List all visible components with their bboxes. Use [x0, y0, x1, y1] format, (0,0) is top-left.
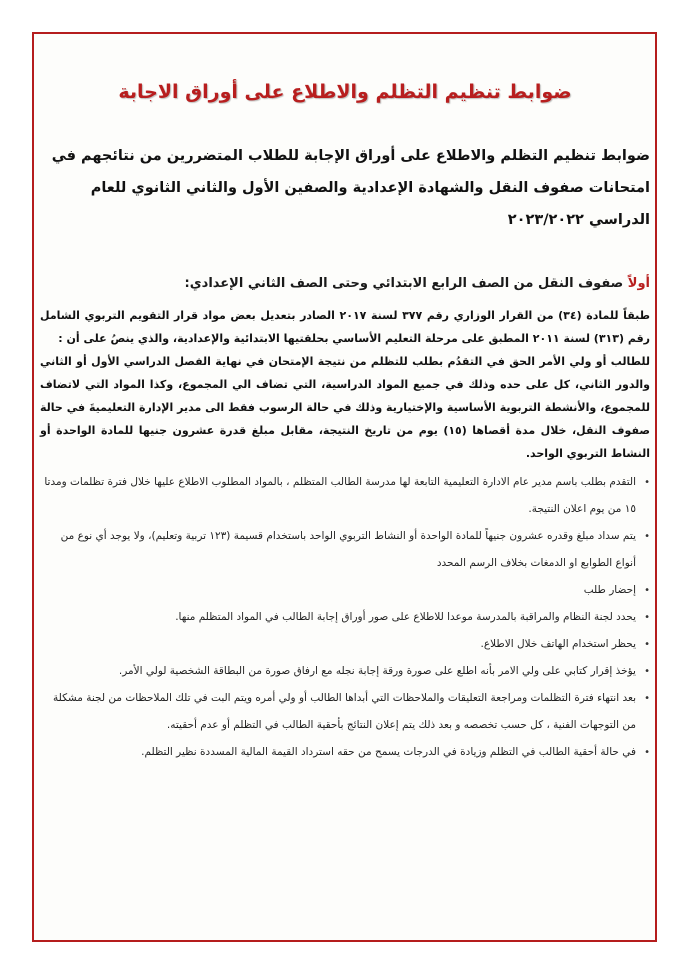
list-item [40, 658, 650, 685]
list-item [40, 739, 650, 766]
bullet-icon: • [644, 747, 650, 758]
list-item [40, 469, 650, 523]
procedure-list [40, 469, 650, 766]
document-content [40, 80, 650, 766]
regulation-paragraph: طبقاً للمادة (٣٤) من القرار الوزاري رقم ٣٧٧ لسنة ٢٠١٧ الصادر بتعديل بعض مواد قرار التقويم التربوي الشامل رقم (٣١٣) لسنة ٢٠١١ المطبق على مرحلة التعليم الأساسي بحلقتيها الابتدائية والإعدادية، والذي ينصُ على أن : [40, 309, 650, 345]
document-title: ضوابط تنظيم التظلم والاطلاع على أوراق الاجابة [118, 81, 572, 103]
bullet-icon: • [644, 531, 650, 542]
list-item-text: يؤخذ إقرار كتابي على ولي الامر بأنه اطلع على صورة ورقة إجابة نجله مع ارفاق صورة من البطاقة الشخصية لولي الأمر. [118, 665, 636, 677]
rights-paragraph: للطالب أو ولي الأمر الحق في التقدُم بطلب للتظلم من نتيجة الإمتحان في نهاية الفصل الدراسي الأول أو الثاني والدور الثاني، كل على حده وذلك في جميع المواد الدراسية، التي تضاف الي المجموع، وكذا المواد التي لاتضاف للمجموع، والأنشطة التربوية الأساسية والإختيارية وذلك في حالة الرسوب فقط الى مدير الإدارة التعليميةَ في حالة صفوف النقل، خلال مدة أقصاها (١٥) يوم من تاريخ النتيجة، مقابل مبلغ قدرة عشرون جنيها للمادة الواحدة أو النشاط التربوي الواحد. [40, 355, 650, 460]
section-heading [40, 274, 650, 294]
list-item-text: بعد انتهاء فترة التظلمات ومراجعة التعليقات والملاحظات التي أبداها الطالب أو ولي أمره ويتم البت في تلك الملاحظات من لجنة مشكلة من التوجهات الفنية ، كل حسب تخصصه و بعد ذلك يتم إعلان النتائج بأحقية الطالب في التظلم أو عدم أحقيته. [53, 692, 636, 731]
list-item [40, 577, 650, 604]
bullet-icon: • [644, 585, 650, 596]
intro-paragraph: ضوابط تنظيم التظلم والاطلاع على أوراق الإجابة للطلاب المتضررين من نتائجهم في امتحانات صفوف النقل والشهادة الإعدادية والصفين الأول والثاني الثانوي للعام الدراسي ٢٠٢٣/٢٠٢٢ [51, 148, 650, 228]
list-item-text: إحضار طلب [583, 584, 636, 596]
list-item [40, 523, 650, 577]
bullet-icon: • [644, 612, 650, 623]
list-item [40, 631, 650, 658]
bullet-icon: • [644, 477, 650, 488]
bullet-icon: • [644, 693, 650, 704]
bullet-icon: • [644, 639, 650, 650]
list-item [40, 604, 650, 631]
section-heading-text: صفوف النقل من الصف الرابع الابتدائي وحتى الصف الثاني الإعدادي: [184, 276, 624, 291]
list-item-text: يحظر استخدام الهاتف خلال الاطلاع. [480, 638, 636, 650]
list-item-text: يتم سداد مبلغ وقدره عشرون جنيهاً للمادة الواحدة أو النشاط التربوي الواحد باستخدام قسيمة (١٢٣ تربية وتعليم)، ولا يوجد أي نوع من أنواع الطوابع او الدمغات بخلاف الرسم المحدد [60, 530, 636, 569]
bullet-icon: • [644, 666, 650, 677]
list-item [40, 685, 650, 739]
list-item-text: يحدد لجنة النظام والمراقبة بالمدرسة موعدا للاطلاع على صور أوراق إجابة الطالب في المواد المتظلم منها. [175, 611, 636, 623]
section-number: أولاً [627, 276, 650, 291]
list-item-text: في حالة أحقية الطالب في التظلم وزيادة في الدرجات يسمح من حقه استرداد القيمة المالية المسددة نظير التظلم. [141, 746, 636, 758]
list-item-text: التقدم بطلب باسم مدير عام الادارة التعليمية التابعة لها مدرسة الطالب المتظلم ، بالمواد المطلوب الاطلاع عليها خلال فترة تظلمات ومدتا ١٥ من يوم اعلان النتيجة. [44, 476, 636, 515]
